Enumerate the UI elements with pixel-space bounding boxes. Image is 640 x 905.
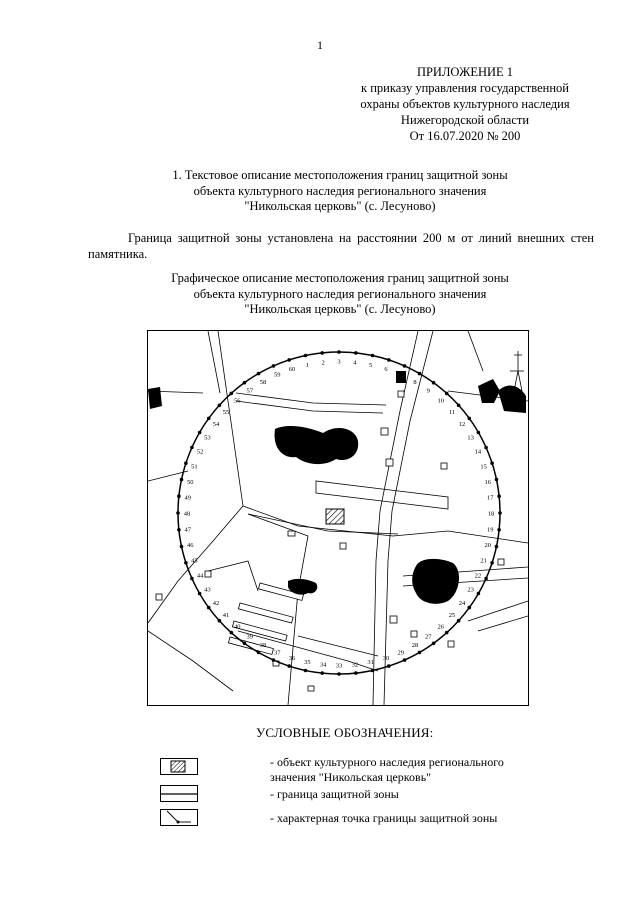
legend-text-line: значения "Никольская церковь" (270, 770, 432, 784)
boundary-point (243, 381, 247, 385)
boundary-point (457, 619, 461, 623)
boundary-point-label: 31 (367, 659, 374, 667)
boundary-point-label: 15 (480, 463, 487, 471)
legend-title: УСЛОВНЫЕ ОБОЗНАЧЕНИЯ: (256, 725, 434, 740)
legend-characteristic-point-symbol (160, 809, 198, 826)
boundary-point (184, 461, 188, 465)
boundary-point-label: 3 (337, 358, 341, 366)
boundary-point-label: 49 (184, 494, 192, 502)
boundary-point-label: 57 (246, 387, 253, 395)
boundary-point (418, 372, 422, 376)
section-title-line: "Никольская церковь" (с. Лесуново) (244, 302, 436, 316)
boundary-point (184, 561, 188, 565)
boundary-point (477, 431, 481, 435)
boundary-point-label: 25 (448, 612, 456, 620)
boundary-point (497, 528, 501, 532)
boundary-point (180, 478, 184, 482)
boundary-point-label: 29 (397, 649, 405, 657)
boundary-point-label: 32 (351, 661, 359, 669)
appendix-line: охраны объектов культурного наследия (360, 97, 570, 111)
boundary-point-label: 8 (413, 378, 417, 386)
appendix-line: к приказу управления государственной (361, 81, 569, 95)
appendix-date: От 16.07.2020 № 200 (409, 129, 521, 143)
boundary-point-label: 22 (474, 572, 482, 580)
boundary-point (354, 671, 358, 675)
boundary-point (207, 417, 211, 421)
boundary-point-label: 52 (196, 448, 204, 456)
section-title-line: Графическое описание местоположения границ защитной зоны (171, 271, 509, 285)
boundary-point-label: 40 (234, 623, 241, 631)
legend-text-line: - объект культурного наследия регионального (270, 755, 504, 769)
legend-object-text (270, 755, 504, 785)
boundary-point-label: 45 (191, 557, 198, 565)
boundary-point-label: 9 (426, 387, 430, 395)
boundary-point-label: 14 (474, 448, 482, 456)
page-number: 1 (317, 38, 323, 52)
boundary-point-label: 27 (425, 633, 432, 641)
boundary-point-label: 47 (184, 526, 192, 534)
boundary-point (468, 606, 472, 610)
boundary-point-label: 44 (196, 572, 204, 580)
boundary-point (257, 651, 261, 655)
map-dark-features (148, 371, 526, 604)
map-decor-icons (510, 351, 524, 391)
boundary-point (371, 669, 375, 673)
boundary-point (230, 392, 234, 396)
boundary-point (218, 404, 222, 408)
boundary-point-label: 17 (486, 494, 494, 502)
boundary-point (257, 372, 261, 376)
boundary-point (457, 404, 461, 408)
boundary-description: Граница защитной зоны установлена на расстоянии 200 м от линий внешних стен памятника. (88, 231, 594, 261)
boundary-point-label: 4 (353, 359, 357, 367)
boundary-point (445, 631, 449, 635)
boundary-point (477, 592, 481, 596)
boundary-point (337, 672, 341, 676)
boundary-point (468, 417, 472, 421)
boundary-point-label: 7 (399, 371, 403, 379)
boundary-point-label: 28 (411, 642, 419, 650)
boundary-point-label: 5 (368, 361, 373, 369)
boundary-point-label: 54 (212, 421, 220, 429)
boundary-point-label: 18 (487, 510, 495, 518)
boundary-point-label: 24 (458, 599, 466, 607)
boundary-point-label: 2 (321, 359, 325, 367)
boundary-point (176, 511, 180, 515)
boundary-point (304, 669, 308, 673)
boundary-point (445, 392, 449, 396)
protection-zone-map (147, 330, 529, 706)
boundary-point (207, 606, 211, 610)
boundary-point (387, 664, 391, 668)
section-title-line: объекта культурного наследия регионального значения (193, 183, 487, 198)
section-textual-title (80, 168, 600, 215)
boundary-point (432, 642, 436, 646)
boundary-point (387, 358, 391, 362)
boundary-point-label: 35 (304, 659, 311, 667)
boundary-point (371, 354, 375, 358)
boundary-point (177, 494, 181, 498)
boundary-point (484, 577, 488, 581)
boundary-point-label: 30 (382, 655, 390, 663)
boundary-point (337, 350, 341, 354)
boundary-point-label: 39 (246, 633, 253, 641)
legend-zone-boundary-symbol (160, 785, 198, 802)
section-title-line: "Никольская церковь" (с. Лесуново) (244, 199, 436, 213)
boundary-point-label: 37 (273, 649, 281, 657)
legend-characteristic-point-text: - характерная точка границы защитной зоны (270, 811, 498, 825)
boundary-point (495, 478, 499, 482)
boundary-point (243, 642, 247, 646)
boundary-point (198, 592, 202, 596)
section-graphic-title (80, 271, 600, 318)
section-title-line: 1. Текстовое описание местоположения границ защитной зоны (172, 168, 508, 182)
boundary-point (403, 364, 407, 368)
boundary-point-label: 10 (437, 397, 444, 405)
boundary-point-label: 42 (212, 599, 220, 607)
boundary-point-label: 41 (222, 612, 230, 620)
boundary-point (304, 354, 308, 358)
boundary-point (230, 631, 234, 635)
boundary-point (190, 577, 194, 581)
boundary-point-label: 46 (187, 542, 194, 550)
boundary-point (272, 364, 276, 368)
boundary-point-label: 6 (384, 365, 388, 373)
boundary-point-label: 20 (484, 542, 491, 550)
boundary-point (498, 511, 502, 515)
boundary-point (198, 431, 202, 435)
boundary-point (403, 658, 407, 662)
boundary-point-label: 13 (467, 434, 474, 442)
appendix-line: Нижегородской области (400, 113, 530, 127)
appendix-header (330, 64, 600, 144)
boundary-point (287, 358, 291, 362)
boundary-point-label: 58 (259, 378, 267, 386)
boundary-point (190, 446, 194, 450)
boundary-point-label: 33 (335, 662, 343, 670)
boundary-point (432, 381, 436, 385)
boundary-point-label: 11 (448, 408, 456, 416)
boundary-point-label: 26 (437, 623, 444, 631)
boundary-point-label: 16 (484, 478, 491, 486)
boundary-point (354, 351, 358, 355)
boundary-point-label: 48 (183, 510, 191, 518)
boundary-point-label: 36 (288, 655, 296, 663)
boundary-point-label: 60 (288, 365, 296, 373)
legend-zone-boundary-text: - граница защитной зоны (270, 787, 399, 801)
boundary-point (272, 658, 276, 662)
boundary-point-label: 1 (305, 361, 310, 369)
boundary-point-label: 34 (319, 661, 327, 669)
appendix-title: ПРИЛОЖЕНИЕ 1 (416, 65, 514, 79)
boundary-point-label: 51 (191, 463, 198, 471)
boundary-point (287, 664, 291, 668)
boundary-point-label: 55 (222, 408, 230, 416)
cultural-heritage-object (326, 509, 344, 524)
boundary-point-label: 12 (458, 421, 466, 429)
boundary-point-label: 23 (467, 586, 474, 594)
boundary-point (418, 651, 422, 655)
boundary-point-label: 38 (259, 642, 267, 650)
boundary-point-label: 43 (204, 586, 211, 594)
boundary-point (490, 561, 494, 565)
boundary-point-label: 21 (480, 557, 487, 565)
boundary-point-label: 53 (204, 434, 211, 442)
boundary-point (497, 494, 501, 498)
boundary-point-label: 19 (486, 526, 494, 534)
boundary-point (218, 619, 222, 623)
boundary-point (484, 446, 488, 450)
boundary-point (180, 545, 184, 549)
section-title-line: объекта культурного наследия регионального значения (193, 286, 487, 301)
boundary-point (320, 671, 324, 675)
boundary-point (320, 351, 324, 355)
boundary-point (177, 528, 181, 532)
boundary-point-label: 56 (234, 397, 241, 405)
boundary-point (490, 461, 494, 465)
boundary-point-label: 59 (273, 371, 281, 379)
boundary-point (495, 545, 499, 549)
legend-object-symbol (160, 758, 198, 775)
boundary-point-label: 50 (187, 478, 194, 486)
